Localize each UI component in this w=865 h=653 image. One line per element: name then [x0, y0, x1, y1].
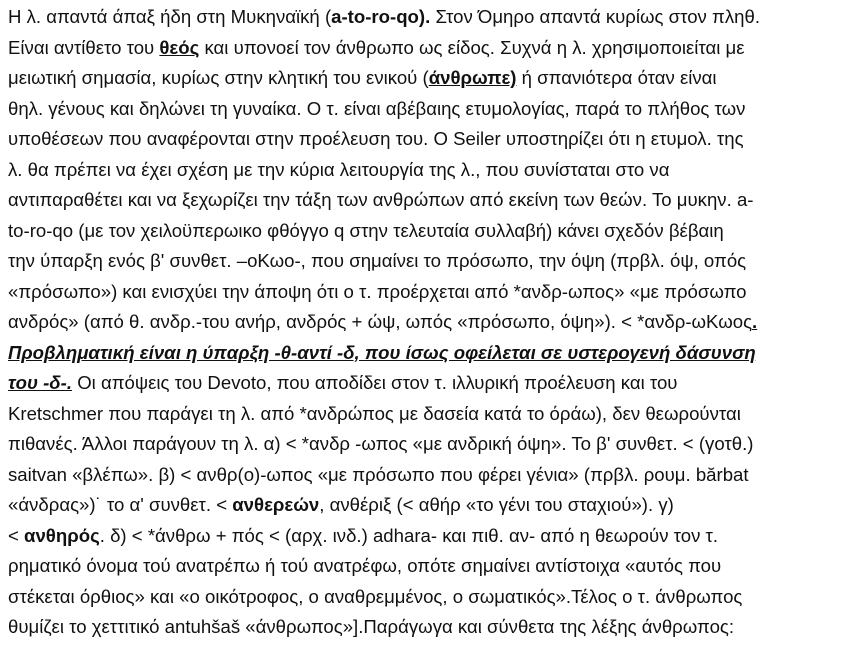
text-line-1	[8, 2, 860, 33]
term-theos: θεός	[159, 36, 200, 58]
text-line-16: saitvan «βλέπω». β) < ανθρ(ο)-ωπος «με πρόσωπο που φέρει γένια» (πρβλ. ρουμ. bărbat	[8, 463, 749, 485]
text-line-11	[8, 307, 860, 338]
text-segment: ή σπανιότερα όταν είναι	[516, 67, 717, 88]
text-segment: <	[8, 524, 25, 546]
text-line-13	[8, 368, 860, 399]
text-segment: Είναι αντίθετο του	[8, 36, 160, 58]
text-line-10: «πρόσωπο») και ενισχύει την άποψη ότι ο τ. προέρχεται από *ανδρ-ωπος» «με πρόσωπο	[8, 280, 747, 302]
text-line-15: πιθανές. Άλλοι παράγουν τη λ. α) < *ανδρ -ωπος «με ανδρική όψη». Το β' συνθετ. < (γοτθ.)	[8, 433, 754, 454]
text-line-20: στέκεται όρθιος» και «ο οικότροφος, ο αναθρεμμένος, ο σωματικός».Τέλος ο τ. άνθρωπος	[8, 585, 743, 607]
text-segment: ανδρός» (από θ. ανδρ.-του ανήρ, ανδρός + ώψ, ωπός «πρόσωπο, όψη»). < *ανδρ-ωΚωος	[8, 311, 753, 332]
text-segment: Οι απόψεις του Devoto, που αποδίδει στον τ. ιλλυρική προέλευση και του	[72, 372, 678, 393]
text-line-3	[8, 63, 860, 94]
text-line-7: αντιπαραθέτει και να ξεχωρίζει την τάξη των ανθρώπων από εκείνη των θεών. Το μυκην. a-	[8, 189, 754, 210]
text-segment: . δ) < *άνθρω + πός < (αρχ. ινδ.) adhara- και πιθ. αν- από η θεωρούν τον τ.	[99, 524, 719, 546]
text-line-18	[8, 521, 860, 552]
term-anthereon: ανθερεών	[232, 494, 320, 515]
text-segment: Στον Όμηρο απαντά κυρίως στον πληθ.	[430, 6, 760, 27]
text-segment: , ανθέριξ (< αθήρ «το γένι του σταχιού»). γ)	[319, 494, 674, 515]
text-line-21: θυμίζει το χεττιτικό antuhšaš «άνθρωπος»].Παράγωγα και σύνθετα της λέξης άνθρωπος:	[8, 616, 735, 637]
text-segment: μειωτική σημασία, κυρίως στην κλητική του ενικού (	[8, 67, 429, 88]
text-line-17	[8, 490, 860, 521]
text-line-8: to-ro-qo (με τον χειλοϋπερωικο φθόγγο q στην τελευταία συλλαβή) κάνει σχεδόν βέβαιη	[8, 219, 724, 241]
text-line-4: θηλ. γένους και δηλώνει τη γυναίκα. Ο τ. είναι αβέβαιης ετυμολογίας, παρά το πλήθος των	[8, 97, 746, 119]
underlined-period: .	[752, 311, 758, 332]
text-segment: Η λ. απαντά άπαξ ήδη στη Μυκηναϊκή (	[8, 6, 332, 27]
text-line-12-emphasis: Προβληματική είναι η ύπαρξη -θ-αντί -δ, που ίσως οφείλεται σε υστερογενή δάσυνση	[8, 341, 756, 363]
term-a-to-ro-qo: a-to-ro-qo).	[331, 6, 431, 27]
text-segment: και υπονοεί τον άνθρωπο ως είδος. Συχνά η λ. χρησιμοποιείται με	[199, 36, 745, 58]
text-line-19: ρηματικό όνομα τού ανατρέπω ή τού ανατρέφω, οπότε σημαίνει αντίστοιχα «αυτός που	[8, 555, 722, 576]
document-body	[8, 2, 860, 643]
term-anthrope: άνθρωπε)	[428, 67, 517, 88]
text-line-14: Kretschmer που παράγει τη λ. από *ανδρώπος με δασεία κατά το όράω), δεν θεωρούνται	[8, 402, 741, 424]
term-anthiros: ανθηρός	[24, 524, 100, 546]
text-line-2	[8, 33, 860, 64]
emphasis-segment: του -δ-.	[8, 372, 73, 393]
text-line-9: την ύπαρξη ενός β' συνθετ. –οΚωο-, που σημαίνει το πρόσωπο, την όψη (πρβλ. όψ, οπός	[8, 250, 747, 271]
text-line-6: λ. θα πρέπει να έχει σχέση με την κύρια λειτουργία της λ., που συνίσταται στο να	[8, 158, 670, 180]
text-segment: «άνδρας»)˙ το α' συνθετ. <	[8, 494, 233, 515]
text-line-5: υποθέσεων που αναφέρονται στην προέλευση του. Ο Seiler υποστηρίζει ότι η ετυμολ. της	[8, 128, 744, 149]
